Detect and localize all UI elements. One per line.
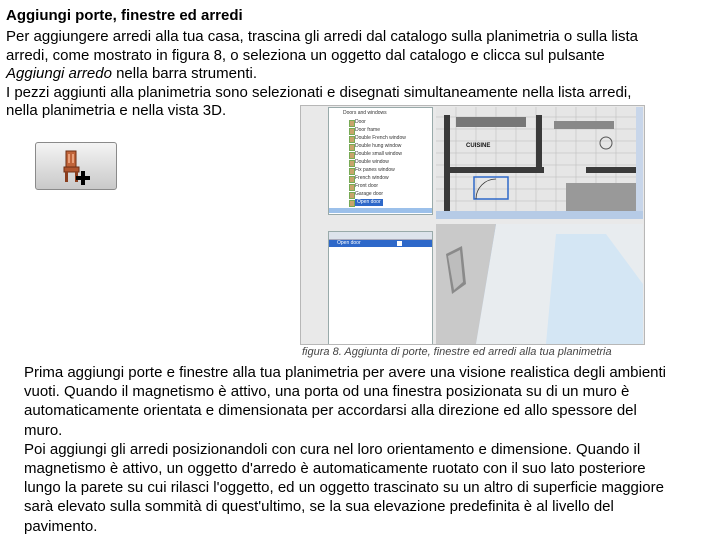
- 3d-view[interactable]: [436, 224, 643, 344]
- catalog-item[interactable]: Double window: [355, 159, 389, 165]
- figure-caption: figura 8. Aggiunta di porte, finestre ed arredi alla tua planimetria: [302, 346, 612, 358]
- floor-plan-view[interactable]: [436, 107, 643, 219]
- catalog-category[interactable]: Doors and windows: [343, 110, 387, 116]
- section-heading: Aggiungi porte, finestre ed arredi: [6, 7, 243, 24]
- furniture-row-name: Open door: [337, 240, 361, 246]
- intro-line-rest: nella barra strumenti.: [111, 65, 257, 82]
- horizontal-scrollbar[interactable]: [329, 208, 432, 213]
- body-line: muro.: [24, 421, 63, 439]
- add-furniture-button[interactable]: [35, 142, 117, 190]
- catalog-item[interactable]: Garage door: [355, 191, 384, 197]
- catalog-item[interactable]: Double French window: [355, 135, 406, 141]
- catalog-item[interactable]: Front door: [355, 183, 379, 189]
- floor-plan-drawing: [436, 107, 643, 219]
- catalog-item-selected[interactable]: Open door: [357, 199, 381, 205]
- catalog-item[interactable]: Double small window: [355, 151, 402, 157]
- catalog-item[interactable]: Fix panes window: [355, 167, 395, 173]
- catalog-item[interactable]: Door frame: [355, 127, 381, 133]
- body-line: sarà elevato sulla sommità di quest'ultimo, se la sua elevazione predefinita è al livello del: [24, 498, 614, 516]
- app-screenshot: [300, 105, 645, 345]
- body-line: Prima aggiungi porte e finestre alla tua planimetria per avere una visione realistica degli ambienti: [24, 364, 667, 381]
- visible-checkbox[interactable]: [397, 241, 402, 246]
- catalog-item[interactable]: Door: [355, 119, 366, 125]
- body-line: lungo la parete su cui rilasci l'oggetto, ed un oggetto trascinato su un altro di superficie maggiore: [24, 479, 664, 497]
- catalog-item[interactable]: Double hung window: [355, 143, 402, 149]
- room-label: CUISINE: [466, 143, 491, 149]
- intro-line: I pezzi aggiunti alla planimetria sono selezionati e disegnati simultaneamente nella lista arredi,: [6, 83, 632, 101]
- catalog-item[interactable]: French window: [355, 175, 389, 181]
- intro-line: [6, 65, 706, 84]
- furniture-catalog-tree[interactable]: [328, 107, 433, 215]
- chair-plus-icon: [36, 143, 118, 191]
- intro-line: arredi, come mostrato in figura 8, o seleziona un oggetto dal catalogo e clicca sul pulsante: [6, 46, 605, 64]
- intro-line: nella planimetria e nella vista 3D.: [6, 102, 227, 119]
- body-line: automaticamente orientata e dimensionata per accordarsi alla direzione ed allo spessore del: [24, 402, 637, 420]
- furniture-list[interactable]: [328, 231, 433, 345]
- add-furniture-term: Aggiungi arredo: [6, 65, 112, 82]
- 3d-scene: [436, 224, 643, 344]
- furniture-row-selected[interactable]: [329, 240, 432, 247]
- body-paragraph: [24, 363, 714, 536]
- list-header: [329, 232, 432, 240]
- body-line: Poi aggiungi gli arredi posizionandoli con cura nel loro orientamento e dimensione. Quando il: [24, 440, 641, 458]
- intro-line: Per aggiungere arredi alla tua casa, trascina gli arredi dal catalogo sulla planimetria o sulla lista: [6, 28, 639, 45]
- body-line: pavimento.: [24, 517, 98, 535]
- body-line: magnetismo è attivo, un oggetto d'arredo è automaticamente ruotato con il suo lato posteriore: [24, 460, 646, 478]
- body-line: vuoti. Quando il magnetismo è attivo, una porta od una finestra posizionata su di un muro è: [24, 383, 630, 401]
